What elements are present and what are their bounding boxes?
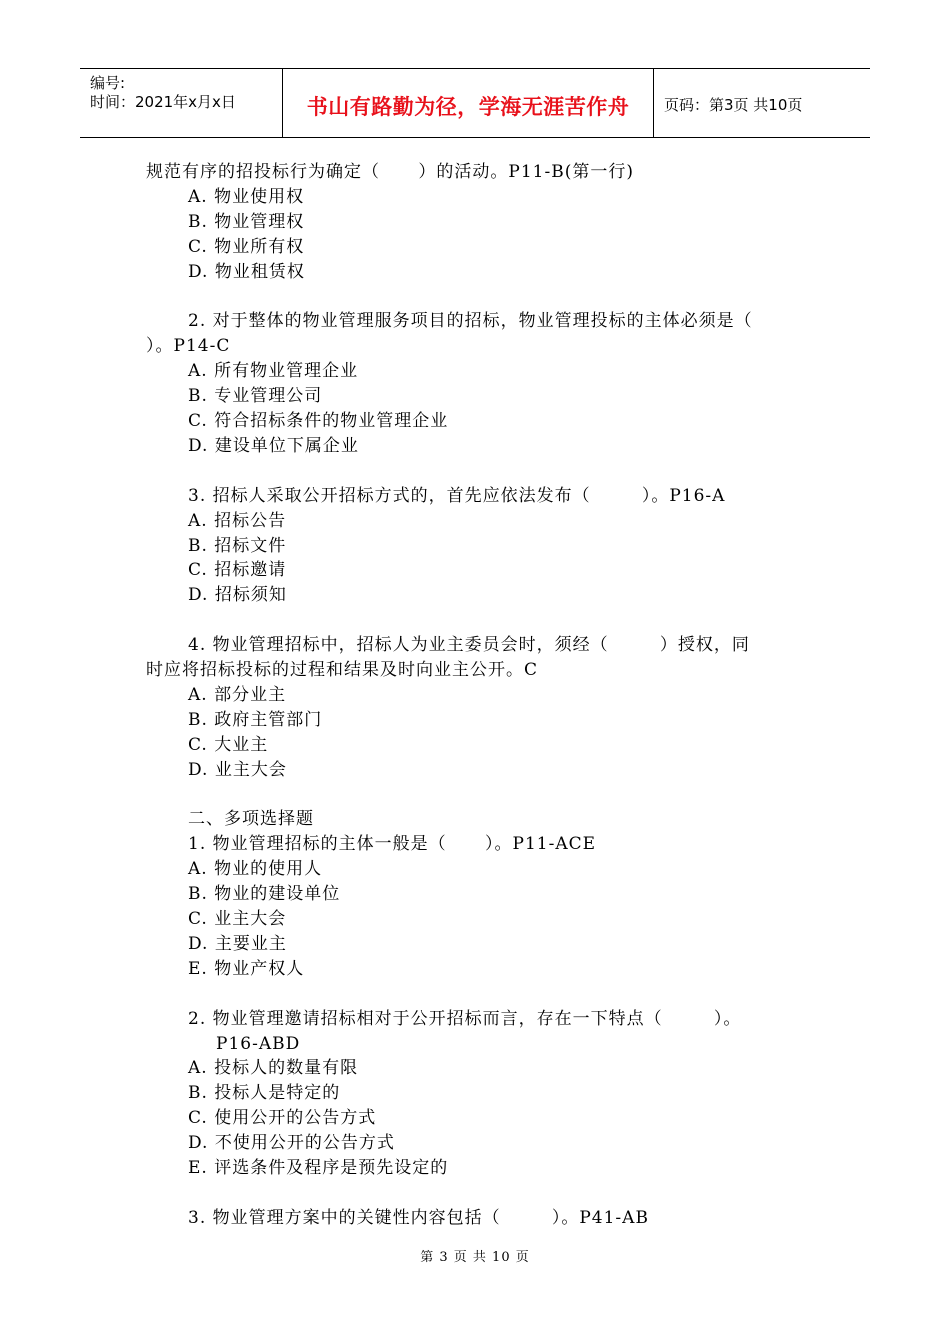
text-line: A. 所有物业管理企业 [188, 361, 359, 382]
text-line: B. 物业管理权 [188, 211, 305, 232]
text-line: 时应将招标投标的过程和结果及时向业主公开。C [146, 660, 539, 680]
text-line: C. 招标邀请 [188, 560, 287, 581]
serial-label: 编号: [90, 74, 126, 92]
text-line: D. 业主大会 [188, 759, 287, 780]
text-line: C. 使用公开的公告方式 [188, 1108, 377, 1129]
text-line: D. 招标须知 [188, 585, 287, 606]
text-line: 二、多项选择题 [188, 809, 314, 830]
text-line: B. 物业的建设单位 [188, 884, 341, 905]
page-footer: 第 3 页 共 10 页 [420, 1250, 530, 1265]
text-line: 1. 物业管理招标的主体一般是（ ）。P11-ACE [188, 834, 597, 855]
text-line: A. 投标人的数量有限 [188, 1058, 359, 1079]
text-line: E. 物业产权人 [188, 958, 305, 979]
text-line: ）。P14-C [146, 336, 231, 357]
text-line: B. 政府主管部门 [188, 709, 323, 730]
text-line: E. 评选条件及程序是预先设定的 [188, 1158, 449, 1178]
text-line: D. 建设单位下属企业 [188, 435, 359, 456]
text-line: B. 投标人是特定的 [188, 1083, 341, 1104]
motto-text: 书山有路勤为径，学海无涯苦作舟 [306, 95, 630, 119]
text-line: 4. 物业管理招标中，招标人为业主委员会时，须经（ ）授权，同 [188, 635, 750, 656]
text-line: D. 主要业主 [188, 933, 287, 954]
text-line: 2. 物业管理邀请招标相对于公开招标而言，存在一下特点（ ）。 [188, 1008, 742, 1029]
text-line: 规范有序的招投标行为确定（ ）的活动。P11-B(第一行) [146, 162, 634, 182]
header-page-info: 页码：第3页 共10页 [664, 96, 803, 114]
text-line: A. 部分业主 [188, 684, 287, 705]
text-line: P16-ABD [216, 1033, 301, 1054]
text-line: D. 物业租赁权 [188, 261, 305, 282]
text-line: A. 招标公告 [188, 510, 287, 531]
text-line: C. 业主大会 [188, 909, 287, 929]
text-line: C. 符合招标条件的物业管理企业 [188, 411, 449, 431]
text-line: D. 不使用公开的公告方式 [188, 1133, 395, 1154]
text-line: B. 专业管理公司 [188, 386, 323, 407]
text-line: 3. 物业管理方案中的关键性内容包括（ ）。P41-AB [188, 1207, 649, 1228]
text-line: C. 大业主 [188, 734, 269, 755]
text-line: B. 招标文件 [188, 535, 287, 556]
text-line: 3. 招标人采取公开招标方式的，首先应依法发布（ ）。P16-A [188, 485, 726, 506]
text-line: A. 物业的使用人 [188, 859, 323, 880]
text-line: 2. 对于整体的物业管理服务项目的招标，物业管理投标的主体必须是（ [188, 311, 753, 332]
text-line: C. 物业所有权 [188, 236, 305, 257]
date-label: 时间：2021年x月x日 [90, 93, 236, 111]
text-line: A. 物业使用权 [188, 186, 305, 207]
